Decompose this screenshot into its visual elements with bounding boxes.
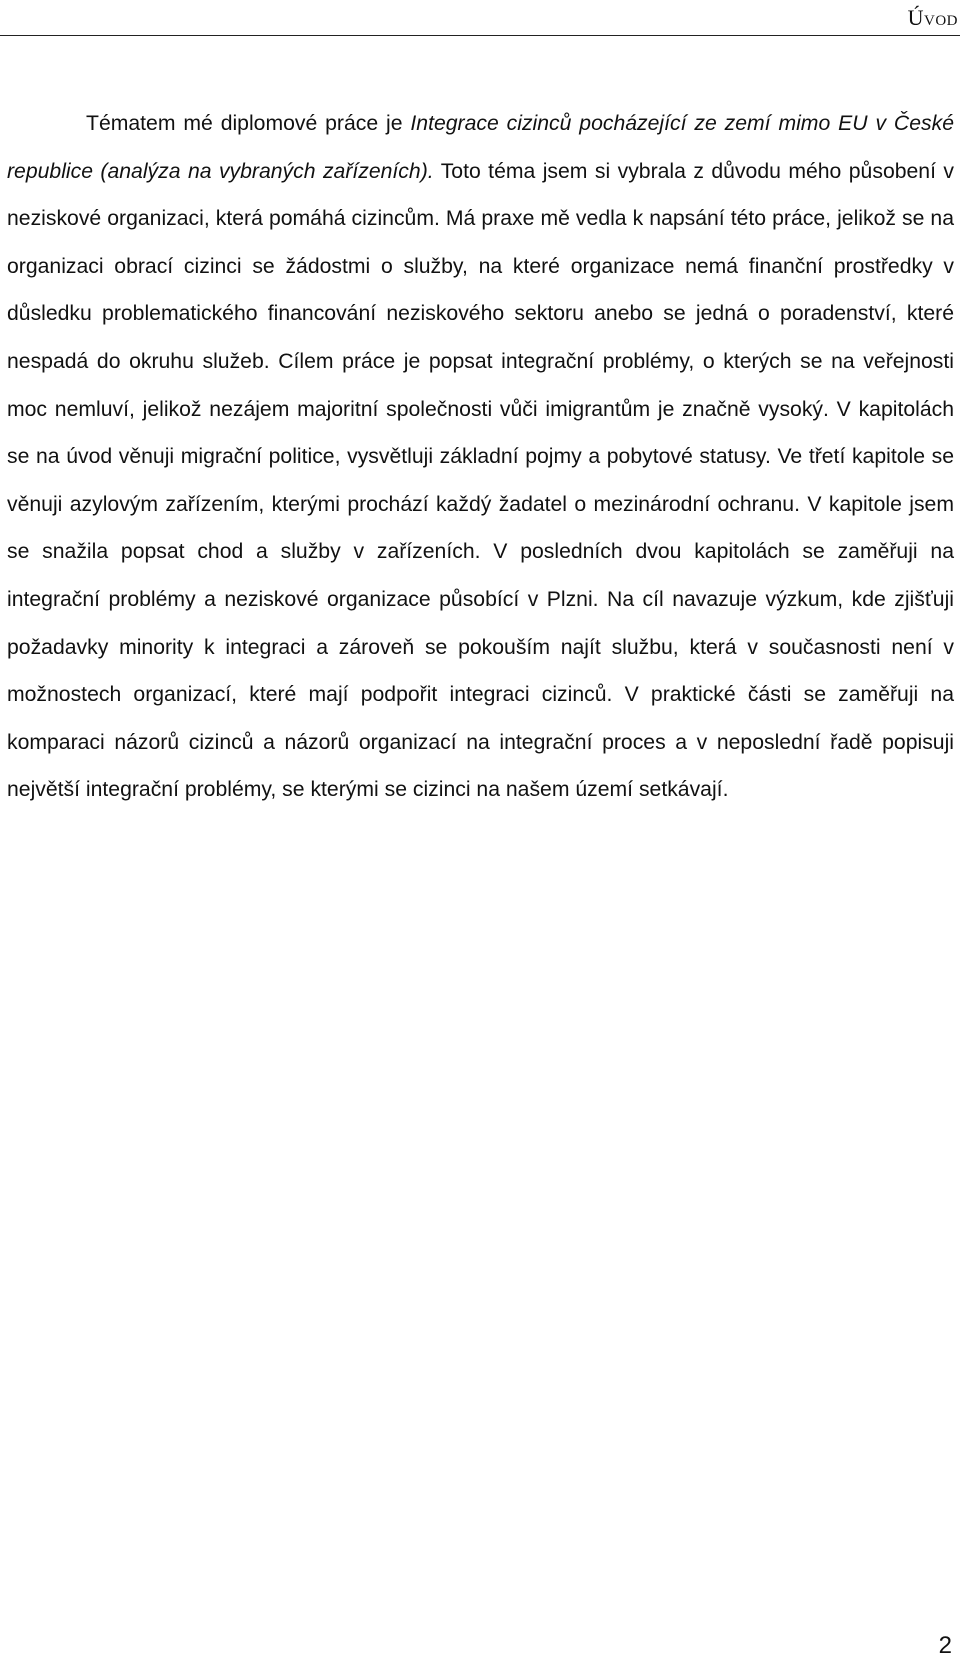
thesis-title: Integrace cizinců pocházející ze zemí mimo EU v České republice (analýza na vybraných zařízeních). [7,112,954,183]
paragraph-body: Toto téma jsem si vybrala z důvodu mého působení v neziskové organizaci, která pomáhá cizincům. Má praxe mě vedla k napsání této práce, jelikož se na organizaci obrací cizinci se žádostmi o služby, na které organizace nemá finanční prostředky v důsledku problematického financování neziskového sektoru anebo se jedná o poradenství, které nespadá do okruhu služeb. Cílem práce je popsat integrační problémy, o kterých se na veřejnosti moc nemluví, jelikož nezájem majoritní společnosti vůči imigrantům je značně vysoký. V kapitolách se na úvod věnuji migrační politice, vysvětluji základní pojmy a pobytové statusy. Ve třetí kapitole se věnuji azylovým zařízením, kterými prochází každý žadatel o mezinárodní ochranu. V kapitole jsem se snažila popsat chod a služby v zařízeních. V posledních dvou kapitolách se zaměřuji na integrační problémy a neziskové organizace působící v Plzni. Na cíl navazuje výzkum, kde zjišťuji požadavky minority k integraci a zároveň se pokouším najít službu, která v současnosti není v možnostech organizací, které mají podpořit integraci cizinců. V praktické části se zaměřuji na komparaci názorů cizinců a názorů organizací na integrační proces a v neposlední řadě popisuji největší integrační problémy, se kterými se cizinci na našem území setkávají. [7,159,954,802]
page-number: 2 [938,1632,952,1659]
paragraph-intro: Tématem mé diplomové práce je [86,112,411,135]
page-header [0,0,960,36]
intro-paragraph [7,100,954,814]
chapter-title: Úvod [907,5,958,30]
